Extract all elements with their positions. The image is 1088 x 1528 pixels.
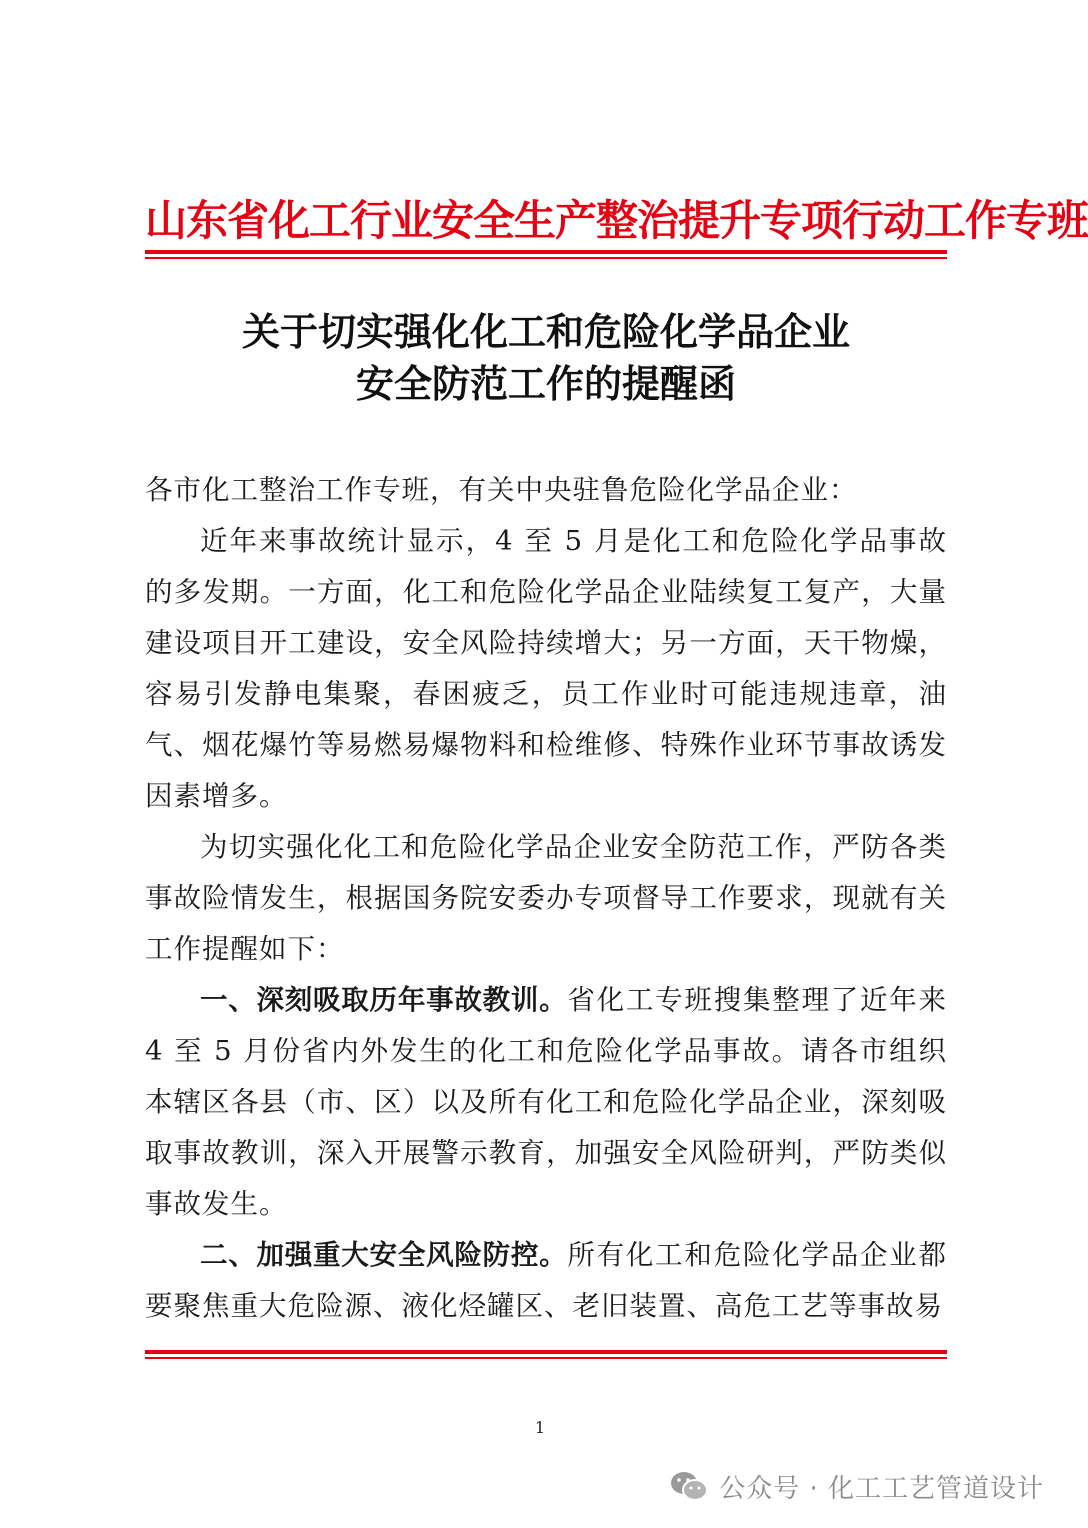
title-line-2: 安全防范工作的提醒函 [355, 361, 736, 406]
wechat-icon [669, 1469, 709, 1503]
salutation: 各市化工整治工作专班，有关中央驻鲁危险化学品企业： [145, 474, 858, 506]
footer-red-rule [145, 1350, 947, 1359]
item-2-paragraph [145, 1230, 947, 1332]
document-title [145, 306, 947, 410]
paragraph-purpose: 为切实强化化工和危险化学品企业安全防范工作，严防各类事故险情发生，根据国务院安委办专项督导工作要求，现就有关工作提醒如下： [145, 831, 947, 965]
document-body [145, 465, 947, 1332]
header-red-rule [145, 250, 947, 259]
issuing-org-header: 山东省化工行业安全生产整治提升专项行动工作专班 [145, 196, 1088, 245]
title-line-1: 关于切实强化化工和危险化学品企业 [241, 309, 850, 354]
item-2-text: 所有化工和危险化学品企业都要聚焦重大危险源、液化烃罐区、老旧装置、高危工艺等事故易 [145, 1239, 948, 1322]
item-1-heading: 一、深刻吸取历年事故教训。 [200, 984, 568, 1016]
page-number: 1 [534, 1418, 546, 1437]
paragraph-background: 近年来事故统计显示，4 至 5 月是化工和危险化学品事故的多发期。一方面，化工和危险化学品企业陆续复工复产，大量建设项目开工建设，安全风险持续增大；另一方面，天干物燥，容易引发静电集聚，春困疲乏，员工作业时可能违规违章，油气、烟花爆竹等易燃易爆物料和检维修、特殊作业环节事故诱发因素增多。 [145, 525, 947, 812]
item-1-paragraph [145, 975, 947, 1230]
watermark-text: 公众号 · 化工工艺管道设计 [719, 1473, 1044, 1504]
wechat-watermark [669, 1460, 1044, 1512]
item-1-text: 省化工专班搜集整理了近年来 4 至 5 月份省内外发生的化工和危险化学品事故。请各市组织本辖区各县（市、区）以及所有化工和危险化学品企业，深刻吸取事故教训，深入开展警示教育，加强安全风险研判，严防类似事故发生。 [145, 984, 948, 1220]
item-2-heading: 二、加强重大安全风险防控。 [200, 1239, 568, 1271]
